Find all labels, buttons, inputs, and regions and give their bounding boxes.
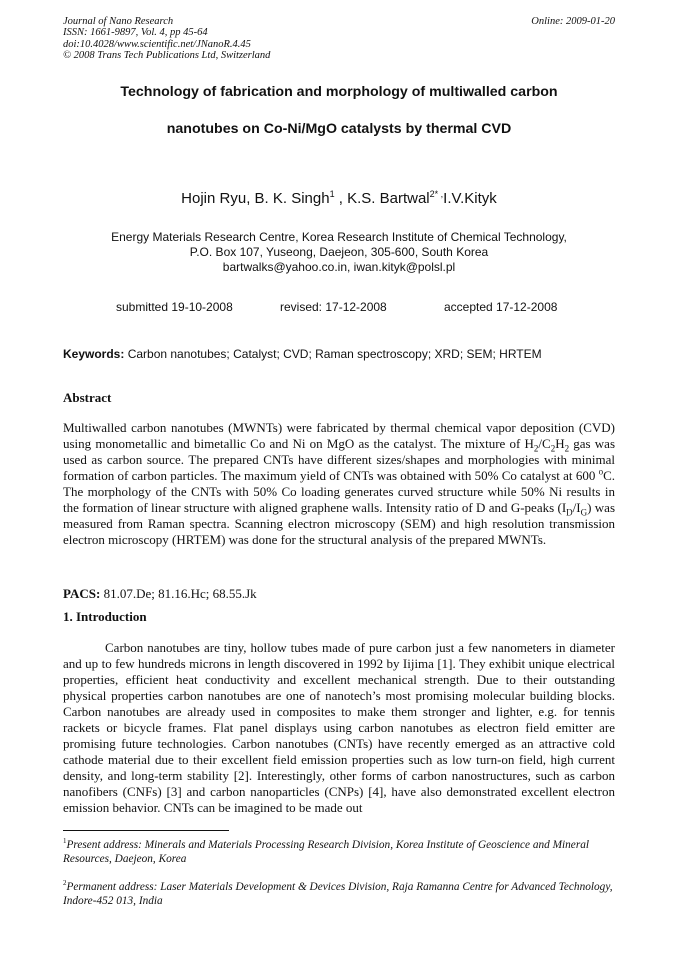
pacs-label: PACS: xyxy=(63,586,101,601)
pacs-codes: 81.07.De; 81.16.Hc; 68.55.Jk xyxy=(100,586,257,601)
paper-title-line-2: nanotubes on Co-Ni/MgO catalysts by thermal CVD xyxy=(166,121,512,137)
abstract-text-5: ) was measured from Raman spectra. Scanning electron microscopy (SEM) and high resolution transmission electron microscopy (HRTEM) was done for the structural analysis of the prepared MWNTs. xyxy=(63,500,615,547)
abstract-sub: D xyxy=(566,507,573,518)
footnote-2 xyxy=(63,880,615,908)
author-sup-2: 2* xyxy=(429,189,439,199)
keywords-label: Keywords: xyxy=(63,347,125,361)
journal-name: Journal of Nano Research xyxy=(63,16,174,27)
journal-header xyxy=(63,16,270,62)
affiliation-line-1: Energy Materials Research Centre, Korea Research Institute of Chemical Technology, xyxy=(111,230,567,244)
author-names-2: , K.S. Bartwal xyxy=(334,190,430,207)
keywords xyxy=(63,347,542,361)
pacs xyxy=(63,586,257,602)
paper-title-line-1: Technology of fabrication and morphology of multiwalled carbon xyxy=(120,84,558,100)
abstract-sub: 2 xyxy=(564,443,570,454)
keywords-text: Carbon nanotubes; Catalyst; CVD; Raman spectroscopy; XRD; SEM; HRTEM xyxy=(124,347,542,361)
introduction-paragraph: Carbon nanotubes are tiny, hollow tubes made of pure carbon just a few nanometers in diameter and up to few hundreds microns in length discovered in 1992 by Iijima [1]. They exhibit unique electrical properties, efficient heat conductivity and excellent mechanical strength. Due to their outstanding physical properties carbon nanotubes are one of nanotech’s most promising molecular building blocks. Carbon nanotubes are already used in composites to make them stronger and lighter, e.g. for tennis rackets or bicycle frames. Flat panel displays using carbon nanotubes as electron field emitter are promising future technologies. Carbon nanotubes (CNTs) have recently emerged as an attractive cold cathode material due to their excellent field emission properties such as low turn-on field, high current density, and long-term stability [2]. Interestingly, other forms of carbon nanostructures, such as carbon nanofibers (CNFs) [3] and carbon nanoparticles (CNPs) [4], have also demonstrated excellent electron emission behavior. CNTs can be imagined to be made out xyxy=(63,640,615,815)
journal-copyright: © 2008 Trans Tech Publications Ltd, Switzerland xyxy=(63,50,271,62)
abstract-h: H xyxy=(555,436,565,451)
author-names-3: I.V.Kityk xyxy=(443,190,497,207)
abstract-heading: Abstract xyxy=(63,390,112,405)
abstract-h: H xyxy=(524,436,534,451)
submitted-date: submitted 19-10-2008 xyxy=(116,300,233,314)
abstract-sub: G xyxy=(580,507,588,518)
footnote-divider xyxy=(63,830,229,831)
author-list xyxy=(0,190,678,207)
footnote-2-text: Permanent address: Laser Materials Development & Devices Division, Raja Ramanna Centre for Advanced Technology, Indore-452 013, India xyxy=(63,881,613,907)
abstract-text-2: gas was used as carbon source. The prepared CNTs have different sizes/shapes and morphologies with minimal formation of carbon particles. The maximum yield of CNTs was obtained with 50% Co catalyst at 600 xyxy=(63,436,615,483)
footnote-1-mark: 1 xyxy=(63,837,67,846)
journal-issn: ISSN: 1661-9897, Vol. 4, pp 45-64 xyxy=(63,27,208,39)
online-date: Online: 2009-01-20 xyxy=(531,16,615,27)
affiliation-line-2: P.O. Box 107, Yuseong, Daejeon, 305-600, South Korea xyxy=(189,245,489,260)
section-heading-introduction: 1. Introduction xyxy=(63,609,147,624)
abstract-degree: o xyxy=(598,466,604,477)
author-sup-1: 1 xyxy=(329,189,335,199)
abstract-text-4: /I xyxy=(572,500,581,515)
journal-doi: doi:10.4028/www.scientific.net/JNanoR.4.45 xyxy=(63,38,251,50)
accepted-date: accepted 17-12-2008 xyxy=(444,300,558,314)
affiliation xyxy=(0,230,678,276)
abstract-body xyxy=(63,420,615,548)
revised-date: revised: 17-12-2008 xyxy=(280,300,387,314)
footnote-1 xyxy=(63,838,615,866)
author-names-1: Hojin Ryu, B. K. Singh xyxy=(181,190,330,207)
footnote-2-mark: 2 xyxy=(63,879,67,888)
author-emails: bartwalks@yahoo.co.in, iwan.kityk@polsl.pl xyxy=(222,260,456,275)
author-sep: , xyxy=(438,189,444,199)
abstract-text-1: Multiwalled carbon nanotubes (MWNTs) were fabricated by thermal chemical vapor deposition (CVD) using monometallic and bimetallic Co and Ni on MgO as the catalyst. The mixture of xyxy=(63,420,615,451)
abstract-text-3: C. The morphology of the CNTs with 50% Co loading generates curved structure while 50% Ni results in the formation of linear structure with aligned graphene walls. Intensity ratio of D and G-peaks (I xyxy=(63,468,615,515)
footnote-1-text: Present address: Minerals and Materials Processing Research Division, Korea Institute of Geoscience and Mineral Resources, Daejeon, Korea xyxy=(63,839,589,865)
abstract-sub: 2 xyxy=(533,443,539,454)
abstract-sub: 2 xyxy=(550,443,556,454)
abstract-c: /C xyxy=(538,436,551,451)
